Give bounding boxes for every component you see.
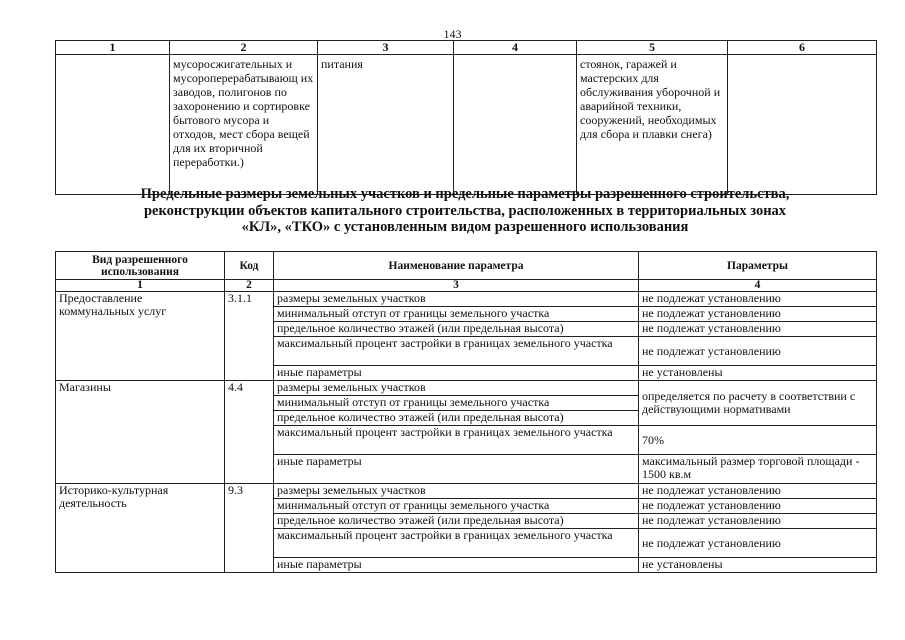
table-cell: стоянок, гаражей и мастерских для обслуживания уборочной и аварийной техники, сооружений, необходимых для сбора и плавки снега) bbox=[577, 55, 728, 195]
code-cell: 4.4 bbox=[225, 381, 274, 484]
parameter-name-cell: предельное количество этажей (или предельная высота) bbox=[274, 411, 639, 426]
use-type-cell: Магазины bbox=[56, 381, 225, 484]
page-number: 143 bbox=[443, 27, 462, 41]
table-cell bbox=[728, 55, 877, 195]
parameter-value-cell: не подлежат установлению bbox=[639, 307, 877, 322]
parameter-name-cell: размеры земельных участков bbox=[274, 292, 639, 307]
table-row bbox=[56, 55, 877, 195]
parameters-table bbox=[55, 251, 877, 573]
parameter-name-cell: предельное количество этажей (или предельная высота) bbox=[274, 322, 639, 337]
col-number: 3 bbox=[274, 280, 639, 292]
parameter-name-cell: иные параметры bbox=[274, 455, 639, 484]
parameter-value-cell: не подлежат установлению bbox=[639, 322, 877, 337]
col-number: 5 bbox=[577, 41, 728, 55]
parameter-value-cell: максимальный размер торговой площади - 1500 кв.м bbox=[639, 455, 877, 484]
col-number: 2 bbox=[170, 41, 318, 55]
use-type-cell: Историко-культурная деятельность bbox=[56, 484, 225, 573]
header-code: Код bbox=[225, 252, 274, 280]
table-cell bbox=[56, 55, 170, 195]
parameter-name-cell: минимальный отступ от границы земельного участка bbox=[274, 396, 639, 411]
header-use-type: Вид разрешенного использования bbox=[56, 252, 225, 280]
table-cell: питания bbox=[318, 55, 454, 195]
col-number: 1 bbox=[56, 280, 225, 292]
parameter-name-cell: иные параметры bbox=[274, 558, 639, 573]
table-row bbox=[56, 292, 877, 307]
heading-line: «КЛ», «ТКО» с установленным видом разрешенного использования bbox=[241, 219, 689, 235]
parameter-name-cell: иные параметры bbox=[274, 366, 639, 381]
parameter-value-cell: не подлежат установлению bbox=[639, 514, 877, 529]
parameter-name-cell: максимальный процент застройки в границах земельного участка bbox=[274, 529, 639, 558]
header-number-row bbox=[56, 280, 877, 292]
col-number: 6 bbox=[728, 41, 877, 55]
header-row bbox=[56, 252, 877, 280]
parameter-value-cell: не подлежат установлению bbox=[639, 292, 877, 307]
parameter-value-cell: не установлены bbox=[639, 366, 877, 381]
col-number: 2 bbox=[225, 280, 274, 292]
parameter-name-cell: предельное количество этажей (или предельная высота) bbox=[274, 514, 639, 529]
parameter-value-cell: не установлены bbox=[639, 558, 877, 573]
parameter-value-cell: 70% bbox=[639, 426, 877, 455]
parameter-value-cell: определяется по расчету в соответствии с действующими нормативами bbox=[639, 381, 877, 426]
code-cell: 3.1.1 bbox=[225, 292, 274, 381]
parameter-value-cell: не подлежат установлению bbox=[639, 337, 877, 366]
header-parameters: Параметры bbox=[639, 252, 877, 280]
parameter-name-cell: минимальный отступ от границы земельного участка bbox=[274, 307, 639, 322]
table-row bbox=[56, 381, 877, 396]
continuation-table bbox=[55, 40, 877, 195]
section-heading bbox=[60, 186, 870, 236]
use-type-cell: Предоставление коммунальных услуг bbox=[56, 292, 225, 381]
parameter-value-cell: не подлежат установлению bbox=[639, 529, 877, 558]
col-number: 4 bbox=[454, 41, 577, 55]
parameter-value-cell: не подлежат установлению bbox=[639, 499, 877, 514]
parameter-name-cell: минимальный отступ от границы земельного участка bbox=[274, 499, 639, 514]
table-row bbox=[56, 484, 877, 499]
code-cell: 9.3 bbox=[225, 484, 274, 573]
parameter-name-cell: размеры земельных участков bbox=[274, 484, 639, 499]
table-cell bbox=[454, 55, 577, 195]
parameter-name-cell: максимальный процент застройки в границах земельного участка bbox=[274, 426, 639, 455]
heading-line: реконструкции объектов капитального строительства, расположенных в территориальных зонах bbox=[143, 202, 787, 219]
table-cell: мусоросжигательных и мусороперерабатывающ их заводов, полигонов по захоронению и сортировке бытового мусора и отходов, мест сбора вещей для их вторичной переработки.) bbox=[170, 55, 318, 195]
col-number: 4 bbox=[639, 280, 877, 292]
parameter-value-cell: не подлежат установлению bbox=[639, 484, 877, 499]
header-parameter-name: Наименование параметра bbox=[274, 252, 639, 280]
col-number: 3 bbox=[318, 41, 454, 55]
parameter-name-cell: размеры земельных участков bbox=[274, 381, 639, 396]
parameter-name-cell: максимальный процент застройки в границах земельного участка bbox=[274, 337, 639, 366]
continuation-header-row bbox=[56, 41, 877, 55]
col-number: 1 bbox=[56, 41, 170, 55]
heading-line: Предельные размеры земельных участков и предельные параметры разрешенного строительства, bbox=[140, 186, 790, 202]
